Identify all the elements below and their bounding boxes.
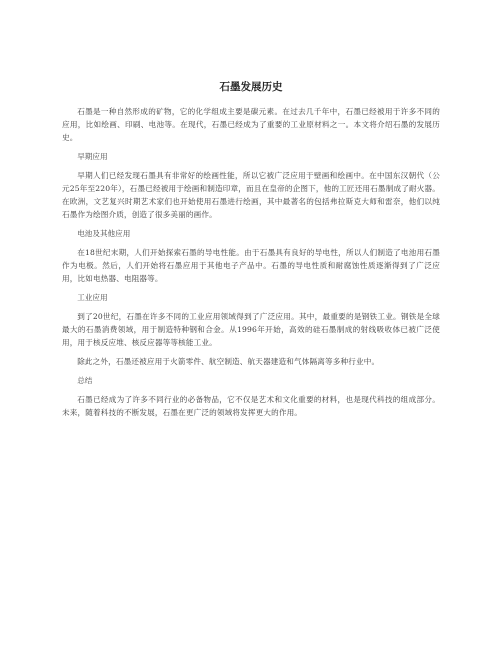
early-use-paragraph: 早期人们已经发现石墨具有非常好的绘画性能，所以它被广泛应用于壁画和绘画中。在中国东汉朝代（公元25年至220年），石墨已经被用于绘画和制造印章，而且在皇帝的企图下，他的工匠还用石墨制成了耐火器。在欧洲，文艺复兴时期艺术家们也开始使用石墨进行绘画，其中最著名的包括弗拉斯克大师和雷奈，他们以纯石墨作为绘图介质，创造了很多美丽的画作。 — [62, 171, 440, 219]
section-heading-industrial: 工业应用 — [77, 293, 108, 302]
intro-paragraph: 石墨是一种自然形成的矿物，它的化学组成主要是碳元素。在过去几千年中，石墨已经被用于许多不同的应用，比如绘画、印刷、电池等。在现代，石墨已经成为了重要的工业原材料之一。本文将介绍石墨的发展历史。 — [62, 107, 440, 142]
section-heading-battery: 电池及其他应用 — [77, 229, 131, 238]
battery-paragraph: 在18世纪末期，人们开始探索石墨的导电性能。由于石墨具有良好的导电性，所以人们制造了电池用石墨作为电极。然后，人们开始将石墨应用于其他电子产品中。石墨的导电性质和耐腐蚀性质逐渐得到了广泛应用，比如电热器、电阻器等。 — [62, 248, 440, 283]
industrial-extra-paragraph: 除此之外，石墨还被应用于火箭零件、航空制造、航天器建造和气体隔离等多种行业中。 — [77, 357, 380, 366]
section-heading-summary: 总结 — [77, 376, 93, 385]
document-page — [62, 80, 440, 425]
document-title: 石墨发展历史 — [219, 81, 283, 93]
section-heading-early-use: 早期应用 — [77, 152, 108, 161]
industrial-paragraph: 到了20世纪，石墨在许多不同的工业应用领域得到了广泛应用。其中，最重要的是钢铁工业。钢铁是全球最大的石墨消费领域，用于制造特种钢和合金。从1996年开始，高效的硅石墨制成的射线吸收体已被广泛使用，用于核反应堆、核反应器等等核能工业。 — [62, 312, 440, 347]
summary-paragraph: 石墨已经成为了许多不同行业的必备物品，它不仅是艺术和文化重要的材料，也是现代科技的组成部分。未来，随着科技的不断发展，石墨在更广泛的领域将发挥更大的作用。 — [62, 395, 440, 417]
